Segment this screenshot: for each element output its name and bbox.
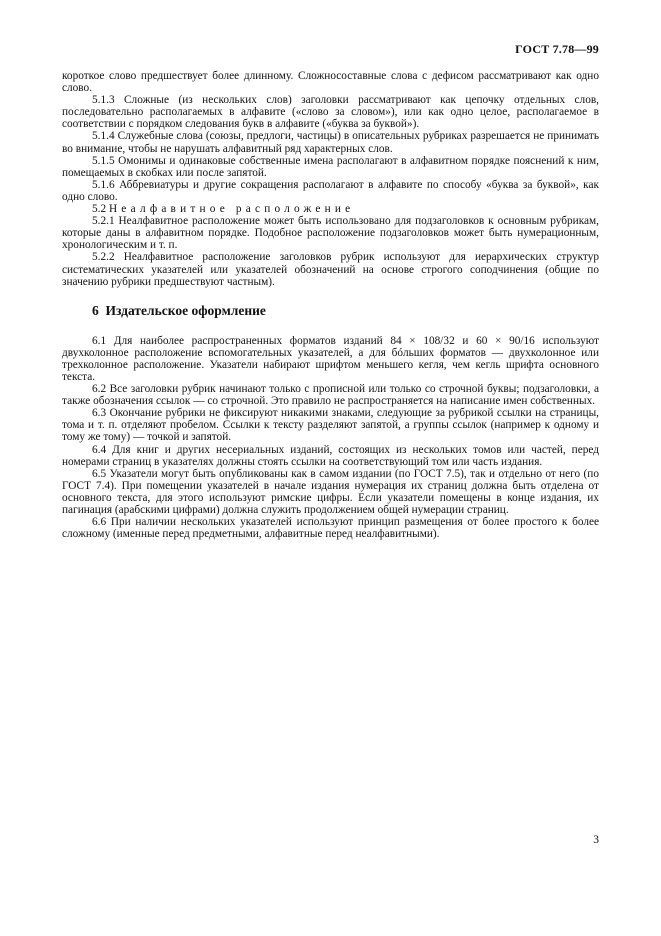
paragraph-5-2-1: 5.2.1 Неалфавитное расположение может быть использовано для подзаголовков к основным рубрикам, которые даны в алфавитном порядке. Подобное расположение подзаголовков может быть нумерационным, хронологическим и т. п. <box>62 215 599 252</box>
paragraph-6-2: 6.2 Все заголовки рубрик начинают только с прописной или только со строчной буквы; подзаголовки, а также обозначения ссылок — со строчной. Это правило не распространяется на написание имен собственных. <box>62 383 599 408</box>
paragraph-6-4: 6.4 Для книг и других несериальных изданий, состоящих из нескольких томов или частей, перед номерами страниц в указателях должны стоять ссылки на соответствующий том или часть издания. <box>62 443 599 468</box>
paragraph-6-5: 6.5 Указатели могут быть опубликованы как в самом издании (по ГОСТ 7.5), так и отдельно от него (по ГОСТ 7.4). При помещении указателей в начале издания нумерация их страниц должна быть отделена от основного текста, для этого используют римские цифры. Если указатели помещены в конце издания, их пагинация (арабскими цифрами) должна служить продолжением общей нумерации страниц. <box>62 467 599 516</box>
subheading-title: Неалфавитное расположение <box>108 203 355 216</box>
section-title: Издательское оформление <box>105 302 266 318</box>
subheading-number: 5.2 <box>92 203 107 216</box>
paragraph-5-1-6: 5.1.6 Аббревиатуры и другие сокращения располагают в алфавите по способу «буква за буквой», как одно слово. <box>62 178 599 203</box>
paragraph-continuation: короткое слово предшествует более длинному. Сложносоставные слова с дефисом рассматривают как одно слово. <box>62 70 599 95</box>
paragraph-5-2-2: 5.2.2 Неалфавитное расположение заголовков рубрик используют для иерархических структур систематических указателей или указателей обозначений на основе строгого соподчинения (общие по значению рубрики предшествуют частным). <box>62 251 599 288</box>
paragraph-6-3: 6.3 Окончание рубрики не фиксируют никакими знаками, следующие за рубрикой ссылки на страницы, тома и т. п. отделяют пробелом. Ссылки к тексту разделяют запятой, а группы ссылок (например к одному и тому же тому) — точкой и запятой. <box>62 407 599 444</box>
document-code-header: ГОСТ 7.78—99 <box>515 42 599 56</box>
paragraph-5-1-3: 5.1.3 Сложные (из нескольких слов) заголовки рассматривают как цепочку отдельных слов, последовательно располагаемых в алфавите («слово за словом»), или как одно целое, располагаемое в соответствии с порядком следования букв в алфавите («буква за буквой»). <box>62 94 599 131</box>
page-number: 3 <box>593 834 599 846</box>
paragraph-5-1-5: 5.1.5 Омонимы и одинаковые собственные имена располагают в алфавитном порядке пояснений к ним, помещаемых в скобках или после запятой. <box>62 154 599 179</box>
document-body <box>62 70 599 540</box>
paragraph-6-6: 6.6 При наличии нескольких указателей используют принцип размещения от более простого к более сложному (именные перед предметными, алфавитные перед неалфавитными). <box>62 516 599 541</box>
section-heading <box>62 303 599 318</box>
paragraph-5-1-4: 5.1.4 Служебные слова (союзы, предлоги, частицы) в описательных рубриках разрешается не принимать во внимание, чтобы не нарушать алфавитный ряд характерных слов. <box>62 130 599 155</box>
section-number: 6 <box>92 302 99 318</box>
subheading-5-2 <box>62 203 599 215</box>
paragraph-6-1: 6.1 Для наиболее распространенных форматов изданий 84 × 108/32 и 60 × 90/16 используют двухколонное расположение вспомогательных указателей, а для бóльших форматов — двухколонное или трехколонное расположение. Указатели набирают шрифтом меньшего кегля, чем кегль шрифта основного текста. <box>62 334 599 383</box>
